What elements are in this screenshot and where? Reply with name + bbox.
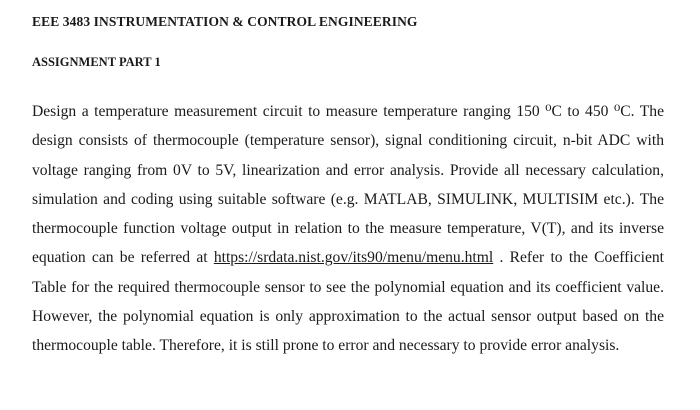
assignment-description bbox=[32, 97, 664, 361]
assignment-title: ASSIGNMENT PART 1 bbox=[32, 55, 161, 69]
course-title: EEE 3483 INSTRUMENTATION & CONTROL ENGINEERING bbox=[32, 14, 418, 29]
description-text-part-2: . Refer to the Coefficient Table for the required thermocouple sensor to see the polynomial equation and its coefficient value. However, the polynomial equation is only approximation to the actual sensor output based on the thermocouple table. Therefore, it is still prone to error and necessary to provide error analysis. bbox=[32, 249, 664, 355]
nist-reference-link[interactable]: https://srdata.nist.gov/its90/menu/menu.html bbox=[213, 249, 494, 267]
description-text-part-1: Design a temperature measurement circuit to measure temperature ranging 150 ⁰C to 450 ⁰C. The design consists of thermocouple (temperature sensor), signal conditioning circuit, n-bit ADC with voltage ranging from 0V to 5V, linearization and error analysis. Provide all necessary calculation, simulation and coding using suitable software (e.g. MATLAB, SIMULINK, MULTISIM etc.). The thermocouple function voltage output in relation to the measure temperature, V(T), and its inverse equation can be referred at bbox=[32, 103, 664, 267]
